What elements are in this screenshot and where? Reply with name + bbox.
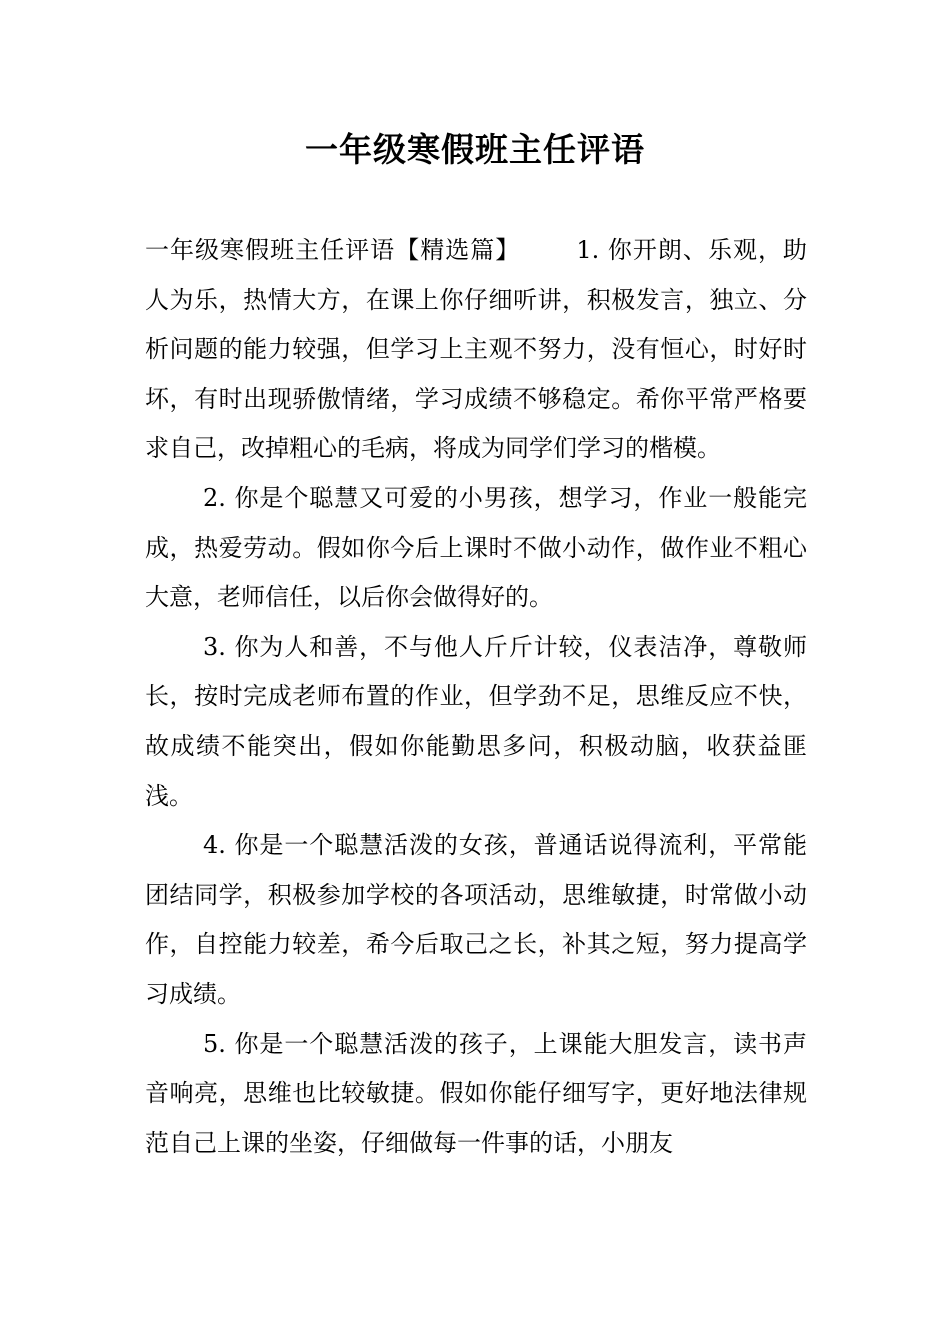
paragraph-5: 5. 你是一个聪慧活泼的孩子，上课能大胆发言，读书声音响亮，思维也比较敏捷。假如你能仔细写字，更好地法律规范自己上课的坐姿，仔细做每一件事的话，小朋友 [145,1029,807,1157]
paragraph-2: 2. 你是个聪慧又可爱的小男孩，想学习，作业一般能完成，热爱劳动。假如你今后上课时不做小动作，做作业不粗心大意，老师信任，以后你会做得好的。 [145,483,807,612]
paragraph-4: 4. 你是一个聪慧活泼的女孩，普通话说得流利，平常能团结同学，积极参加学校的各项活动，思维敏捷，时常做小动作，自控能力较差，希今后取己之长，补其之短，努力提高学习成绩。 [145,831,807,1008]
paragraph-1-text: 1. 你开朗、乐观，助人为乐，热情大方，在课上你仔细听讲，积极发言，独立、分析问题的能力较强，但学习上主观不努力，没有恒心，时好时坏，有时出现骄傲情绪，学习成绩不够稳定。希你平常严格要求自己，改掉粗心的毛病，将成为同学们学习的楷模。 [145,236,808,463]
paragraph-3: 3. 你为人和善，不与他人斤斤计较，仪表洁净，尊敬师长，按时完成老师布置的作业，但学劲不足，思维反应不快，故成绩不能突出，假如你能勤思多问，积极动脑，收获益匪浅。 [145,632,807,810]
document-body [145,226,807,1168]
page-title: 一年级寒假班主任评语 [305,130,645,169]
intro-label: 一年级寒假班主任评语【精选篇】 [145,236,521,264]
paragraph-1 [145,226,807,474]
